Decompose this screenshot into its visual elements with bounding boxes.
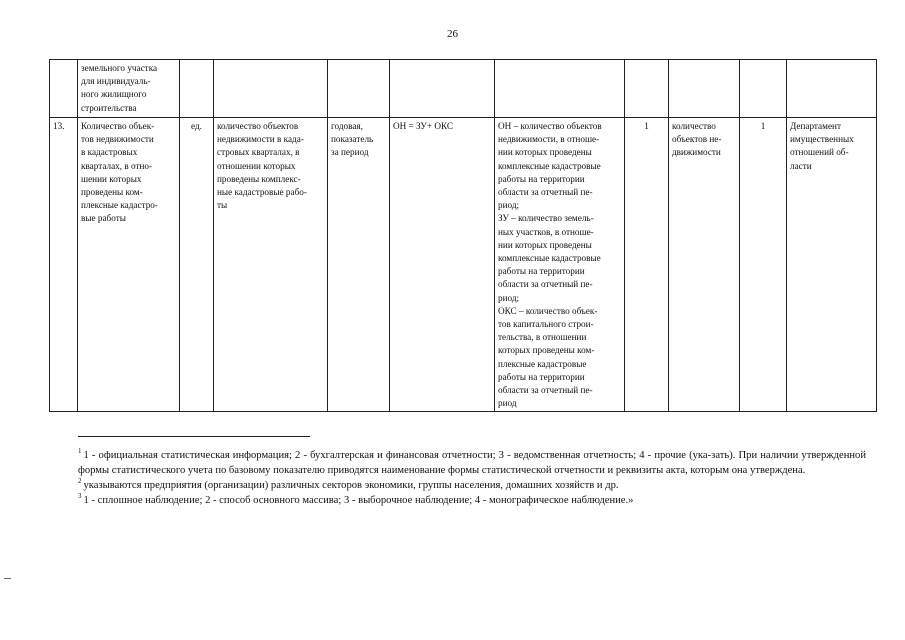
- periodicity: годовая, показатель за период: [328, 118, 390, 412]
- indicator-table: [49, 59, 877, 412]
- cont-formula-cell: [390, 60, 495, 118]
- footnote-3: [78, 493, 866, 508]
- observed-population: количество объектов не- движимости: [669, 118, 740, 412]
- responsible-body: Департамент имущественных отношений об- ласти: [787, 118, 877, 412]
- cont-responsible-cell: [787, 60, 877, 118]
- footnote-separator: [78, 436, 310, 437]
- footnote-text: 1 - сплошное наблюдение; 2 - способ основного массива; 3 - выборочное наблюдение; 4 - монографическое наблюдение.»: [83, 495, 634, 506]
- footnote-mark: 2: [78, 477, 82, 486]
- page-number: 26: [447, 28, 458, 40]
- continuation-row: [50, 60, 877, 118]
- cont-definition-cell: [214, 60, 328, 118]
- cont-periodicity-cell: [328, 60, 390, 118]
- row-number: 13.: [50, 118, 78, 412]
- data-source-code: 1: [625, 118, 669, 412]
- indicator-name: Количество объек- тов недвижимости в кадастровых кварталах, в отно- шении которых проведены ком- плексные кадастро- вые работы: [78, 118, 180, 412]
- formula-explanation: ОН – количество объектов недвижимости, в отноше- нии которых проведены комплексные кадастровые работы на территории области за отчетный пе- риод; ЗУ – количество земель- ных участков, в отноше- нии которых проведены комплексные кадастровые работы на территории области за отчетный пе- риод; ОКС – количество объек- тов капитального строи- тельства, в отношении которых проведены ком- плексные кадастровые работы на территории области за отчетный пе- риод: [495, 118, 625, 412]
- collection-method-code: 1: [740, 118, 787, 412]
- cont-population-cell: [669, 60, 740, 118]
- footnote-1: [78, 448, 866, 478]
- calculation-formula: ОН = ЗУ+ ОКС: [390, 118, 495, 412]
- footnote-mark: 1: [78, 447, 82, 456]
- unit-of-measure: ед.: [180, 118, 214, 412]
- margin-mark: [4, 578, 11, 579]
- footnotes: [78, 448, 866, 508]
- cont-source-cell: [625, 60, 669, 118]
- footnote-text: указываются предприятия (организации) различных секторов экономики, группы населения, домашних хозяйств и др.: [83, 480, 619, 491]
- cont-num-cell: [50, 60, 78, 118]
- indicator-definition: количество объектов недвижимости в када- стровых кварталах, в отношении которых проведены комплекс- ные кадастровые рабо- ты: [214, 118, 328, 412]
- cont-unit-cell: [180, 60, 214, 118]
- cont-name-cell: земельного участка для индивидуаль- ного жилищного строительства: [78, 60, 180, 118]
- footnote-mark: 3: [78, 492, 82, 501]
- footnote-2: [78, 478, 866, 493]
- cont-method-cell: [740, 60, 787, 118]
- footnote-text: 1 - официальная статистическая информация; 2 - бухгалтерская и финансовая отчетности; 3 - ведомственная отчетность; 4 - прочие (ука-зать). При наличии утвержденной формы статистического учета по базовому показателю приводятся наименование формы статистической отчетности и реквизиты акта, которым она утверждена.: [78, 450, 866, 476]
- cont-explanation-cell: [495, 60, 625, 118]
- table-row: [50, 118, 877, 412]
